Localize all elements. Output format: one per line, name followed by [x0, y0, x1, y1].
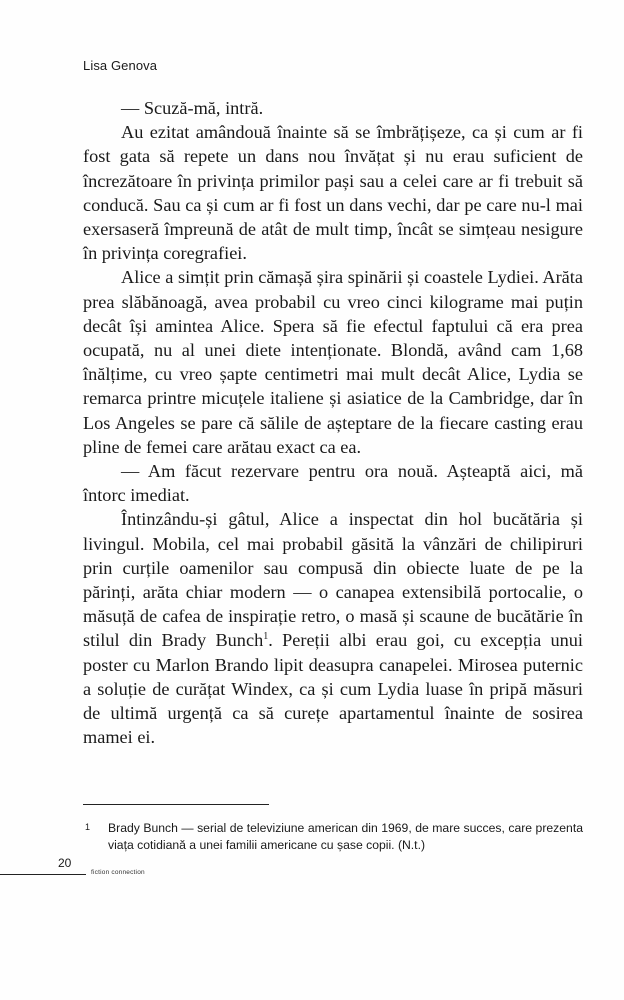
body-text: [83, 96, 583, 749]
page-number: 20: [58, 856, 72, 870]
footnote-number: 1: [85, 822, 91, 832]
footnote-reference: 1: [263, 631, 269, 643]
paragraph-2: Au ezitat amândouă înainte să se îmbrățișeze, ca și cum ar fi fost gata să repete un dans nou învățat și nu erau suficient de încrezătoare în privința primilor pași sau a celei care ar fi trebuit să conducă. Sau ca și cum ar fi fost un dans vechi, dar pe care nu-l mai exersaseră împreună de atât de mult timp, încât se simțeau nesigure în privința coregrafiei.: [83, 122, 583, 264]
paragraph-5: [83, 507, 583, 749]
running-head-author: Lisa Genova: [83, 58, 158, 73]
footnote-text: Brady Bunch — serial de televiziune american din 1969, de mare succes, care prezenta viața cotidiană a unei familii americane cu șase copii. (N.t.): [108, 821, 583, 852]
paragraph-5-part-2: . Pereții albi erau goi, cu excepția unui poster cu Marlon Brando lipit deasupra canapelei. Mirosea puternic a soluție de curățat Windex, ca și cum Lydia luase în pripă măsuri de ultimă urgență ca să curețe apartamentul înainte de sosirea mamei ei.: [83, 630, 583, 748]
paragraph-dialogue-2: — Am făcut rezervare pentru ora nouă. Așteaptă aici, mă întorc imediat.: [83, 461, 583, 506]
footnote: [83, 820, 583, 854]
paragraph-5-part-1: Întinzându-și gâtul, Alice a inspectat din hol bucătăria și livingul. Mobila, cel mai probabil găsită la vânzări de chilipiruri prin curțile oamenilor sau compusă din obiecte luate de pe la părinți, arăta chiar modern — o canapea extensibilă portocalie, o măsuță de cafea de inspirație retro, o masă și scaune de bucătărie în stilul din Brady Bunch: [83, 509, 583, 651]
paragraph-3: Alice a simțit prin cămașă șira spinării și coastele Lydiei. Arăta prea slăbănoagă, avea probabil cu vreo cinci kilograme mai puțin decât își amintea Alice. Spera să fie efectul faptului că era prea ocupată, nu al unei diete intenționate. Blondă, având cam 1,68 înălțime, cu vreo șapte centimetri mai mult decât Alice, Lydia se remarca printre micuțele italiene și asiatice de la Cambridge, dar în Los Angeles se pare că sălile de așteptare de la fiecare casting erau pline de femei care arătau exact ca ea.: [83, 267, 583, 457]
bottom-divider: [0, 874, 86, 875]
footnote-divider: [83, 804, 269, 805]
publisher-imprint: fiction connection: [91, 869, 145, 876]
paragraph-dialogue-1: — Scuză-mă, intră.: [121, 98, 264, 118]
